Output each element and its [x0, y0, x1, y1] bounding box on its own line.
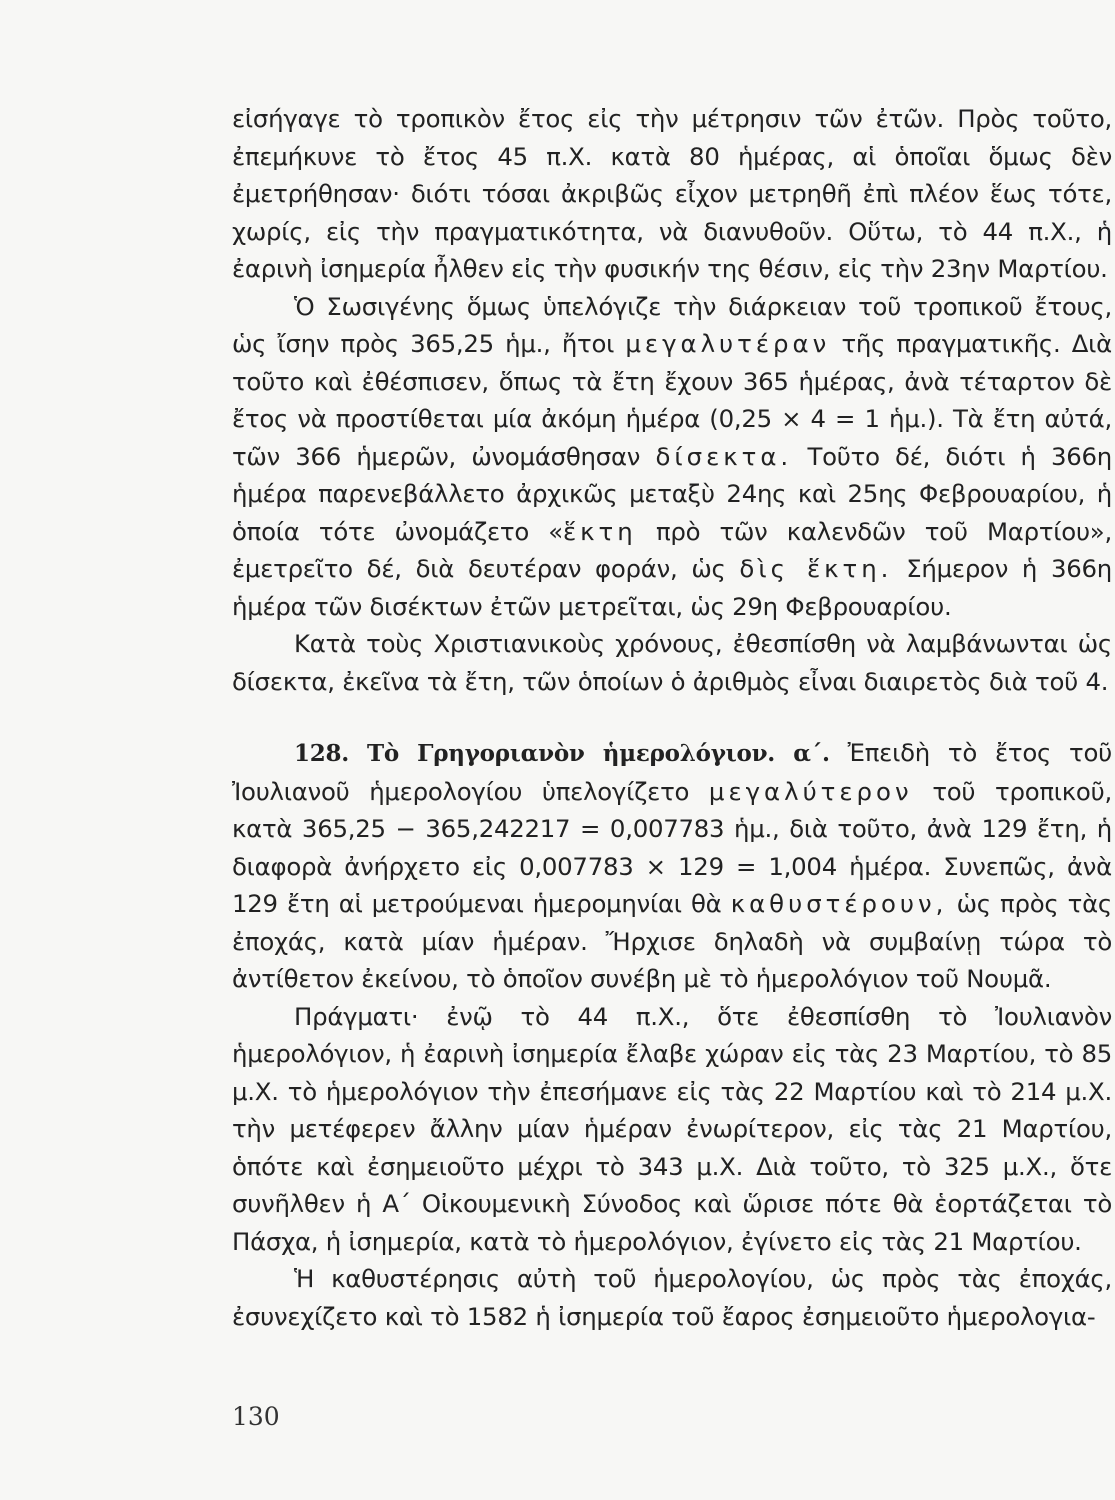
section-128 [232, 734, 1112, 998]
page-number: 130 [232, 1402, 280, 1431]
paragraph-2-text-c: τῆς πραγματικῆς. Διὰ τοῦτο καὶ ἐθέσπισεν, ὅπως τὰ ἔτη ἔχουν 365 ἡμέρας, ἀνὰ τέταρτον δὲ ἔτος νὰ προστίθεται μία ἀκόμη ἡμέρα (0,25 × 4 = 1 ἡμ.). Τὰ ἔτη αὐτά, τῶν 366 ἡμερῶν, ὠνομάσθησαν [232, 329, 1112, 471]
paragraph-2-text-e: Τοῦτο δέ, διότι ἡ 366η ἡμέρα παρενεβάλλετο ἀρχικῶς μεταξὺ 24ης καὶ 25ης Φεβρουαρίου, ἡ ὁποία τότε ὠνομάζετο « [232, 441, 1113, 546]
paragraph-2-text-i: Σήμερον ἡ 366η ἡμέρα τῶν δισέκτων ἐτῶν μετρεῖται, ὡς 29η Φεβρουαρίου. [232, 554, 1112, 621]
paragraph-3 [232, 625, 1112, 700]
paragraph-1-text: εἰσήγαγε τὸ τροπικὸν ἔτος εἰς τὴν μέτρησιν τῶν ἐτῶν. Πρὸς τοῦτο, ἐπεμήκυνε τὸ ἔτος 45 π.Χ. κατὰ 80 ἡμέρας, αἱ ὁποῖαι ὅμως δὲν ἐμετρήθησαν· διότι τόσαι ἀκριβῶς εἶχον μετρηθῆ ἐπὶ πλέον ἕως τότε, χωρίς, εἰς τὴν πραγματικότητα, νὰ διανυθοῦν. Οὕτω, τὸ 44 π.Χ., ἡ ἐαρινὴ ἰσημερία ἦλθεν εἰς τὴν φυσικήν της θέσιν, εἰς τὴν 23ην Μαρτίου. [232, 104, 1112, 283]
emphasis-disekta: δίσεκτα. [655, 441, 793, 471]
page-body [232, 100, 1112, 1335]
paragraph-5-text: Πράγματι· ἐνῷ τὸ 44 π.Χ., ὅτε ἐθεσπίσθη τὸ Ἰουλιανὸν ἡμερολόγιον, ἡ ἐαρινὴ ἰσημερία ἔλαβε χώραν εἰς τὰς 23 Μαρτίου, τὸ 85 μ.Χ. τὸ ἡμερολόγιον τὴν ἐπεσήμανε εἰς τὰς 22 Μαρτίου καὶ τὸ 214 μ.Χ. τὴν μετέφερεν ἄλλην μίαν ἡμέραν ἐνωρίτερον, εἰς τὰς 21 Μαρτίου, ὁπότε καὶ ἐσημειοῦτο μέχρι τὸ 343 μ.Χ. Διὰ τοῦτο, τὸ 325 μ.Χ., ὅτε συνῆλθεν ἡ Α΄ Οἰκουμενικὴ Σύνοδος καὶ ὥρισε πότε θὰ ἑορτάζεται τὸ Πάσχα, ἡ ἰσημερία, κατὰ τὸ ἡμερολόγιον, ἐγίνετο εἰς τὰς 21 Μαρτίου. [232, 1001, 1112, 1256]
paragraph-4-text-c: τοῦ τροπικοῦ, κατὰ 365,25 − 365,242217 = 0,007783 ἡμ., διὰ τοῦτο, ἀνὰ 129 ἔτη, ἡ διαφορὰ ἀνήρχετο εἰς 0,007783 × 129 = 1,004 ἡμέρα. Συνεπῶς, ἀνὰ 129 ἔτη αἱ μετρούμεναι ἡμερομηνίαι θὰ [232, 776, 1112, 918]
paragraph-6 [232, 1260, 1112, 1335]
emphasis-megalyteran: μεγαλυτέραν [625, 329, 831, 358]
paragraph-4-text-a: Ἐπειδὴ τὸ ἔτος τοῦ Ἰουλιανοῦ ἡμερολογίου ὑπελογίζετο [232, 738, 1112, 806]
paragraph-2-text-a: Ὁ Σωσιγένης ὅμως ὑπελόγιζε τὴν διάρκειαν τοῦ τροπικοῦ ἔτους, ὡς ἴσην πρὸς 365,25 ἡμ., ἤτοι [232, 291, 1112, 358]
emphasis-dis-ekti: δὶς ἕκτη. [739, 554, 893, 583]
section-number: 128. [294, 740, 350, 767]
paragraph-2-text-g: πρὸ τῶν καλενδῶν τοῦ Μαρτίου», ἐμετρεῖτο δέ, διὰ δευτέραν φοράν, ὡς [232, 516, 1112, 583]
paragraph-3-text: Κατὰ τοὺς Χριστιανικοὺς χρόνους, ἐθεσπίσθη νὰ λαμβάνωνται ὡς δίσεκτα, ἐκεῖνα τὰ ἔτη, τῶν ὁποίων ὁ ἀριθμὸς εἶναι διαιρετὸς διὰ τοῦ 4. [232, 629, 1112, 696]
emphasis-kathysteroun: καθυστέρουν, [730, 889, 948, 918]
paragraph-1 [232, 100, 1112, 288]
paragraph-5 [232, 998, 1112, 1261]
emphasis-ekti: ἕκτη [562, 516, 637, 546]
section-title: Τὸ Γρηγοριανὸν ἡμερολόγιον. α΄. [366, 740, 830, 767]
paragraph-6-text: Ἡ καθυστέρησις αὐτὴ τοῦ ἡμερολογίου, ὡς πρὸς τὰς ἐποχάς, ἐσυνεχίζετο καὶ τὸ 1582 ἡ ἰσημερία τοῦ ἔαρος ἐσημειοῦτο ἡμερολογια- [232, 1264, 1112, 1331]
paragraph-4-text-e: ὡς πρὸς τὰς ἐποχάς, κατὰ μίαν ἡμέραν. Ἤρχισε δηλαδὴ νὰ συμβαίνῃ τώρα τὸ ἀντίθετον ἐκείνου, τὸ ὁποῖον συνέβη μὲ τὸ ἡμερολόγιον τοῦ Νουμᾶ. [232, 889, 1112, 993]
paragraph-2 [232, 288, 1112, 626]
emphasis-megalyteron: μεγαλύτερον [708, 776, 913, 806]
